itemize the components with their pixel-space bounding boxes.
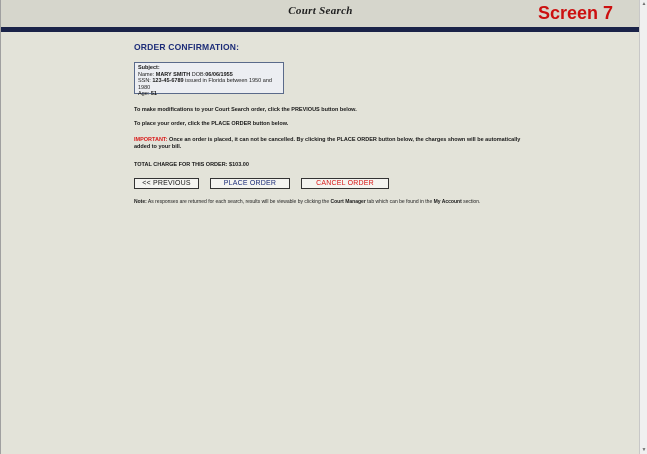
subject-ssn-line: SSN: 123-45-6789 issued in Florida between 1950 and 1980 <box>138 78 272 91</box>
important-text: Once an order is placed, it can not be cancelled. By clicking the PLACE ORDER button below, the charges shown will be automatically added to your bill. <box>134 137 521 150</box>
my-account-reference: My Account <box>433 199 462 205</box>
subject-name-line: Name: MARY SMITH DOB:06/06/1955 <box>138 71 233 78</box>
modify-instruction: To make modifications to your Court Search order, click the PREVIOUS button below. <box>134 107 357 113</box>
subject-dob: 06/06/1955 <box>205 71 233 78</box>
subject-name: MARY SMITH <box>155 71 191 78</box>
subject-age: 51 <box>150 91 157 98</box>
subject-summary <box>134 62 284 98</box>
note-label: Note: <box>134 199 147 205</box>
court-manager-reference: Court Manager <box>330 199 366 205</box>
header <box>1 0 640 27</box>
place-order-button[interactable]: PLACE ORDER <box>210 178 290 189</box>
order-confirmation-heading: ORDER CONFIRMATION: <box>134 42 240 52</box>
header-divider <box>1 27 640 32</box>
subject-ssn: 123-45-6789 <box>152 78 184 85</box>
vertical-scrollbar[interactable] <box>639 0 647 454</box>
results-note: Note: As responses are returned for each search, results will be viewable by clicking the Court Manager tab which can be found in the My Account section. <box>134 199 481 205</box>
subject-label-line: Subject: <box>138 65 160 71</box>
subject-age-line: Age: 51 <box>138 91 157 98</box>
important-label: IMPORTANT: <box>134 137 168 143</box>
page-title: Court Search <box>288 5 353 17</box>
place-instruction: To place your order, click the PLACE ORDER button below. <box>134 121 289 127</box>
total-charge: TOTAL CHARGE FOR THIS ORDER: $103.00 <box>134 162 249 168</box>
scroll-up-arrow-icon[interactable]: ▲ <box>641 1 647 7</box>
screen-label: Screen 7 <box>537 3 613 23</box>
scroll-down-arrow-icon[interactable]: ▼ <box>641 447 647 453</box>
important-notice <box>134 137 529 151</box>
cancel-order-button[interactable]: CANCEL ORDER <box>301 178 389 189</box>
previous-button[interactable]: << PREVIOUS <box>134 178 199 189</box>
